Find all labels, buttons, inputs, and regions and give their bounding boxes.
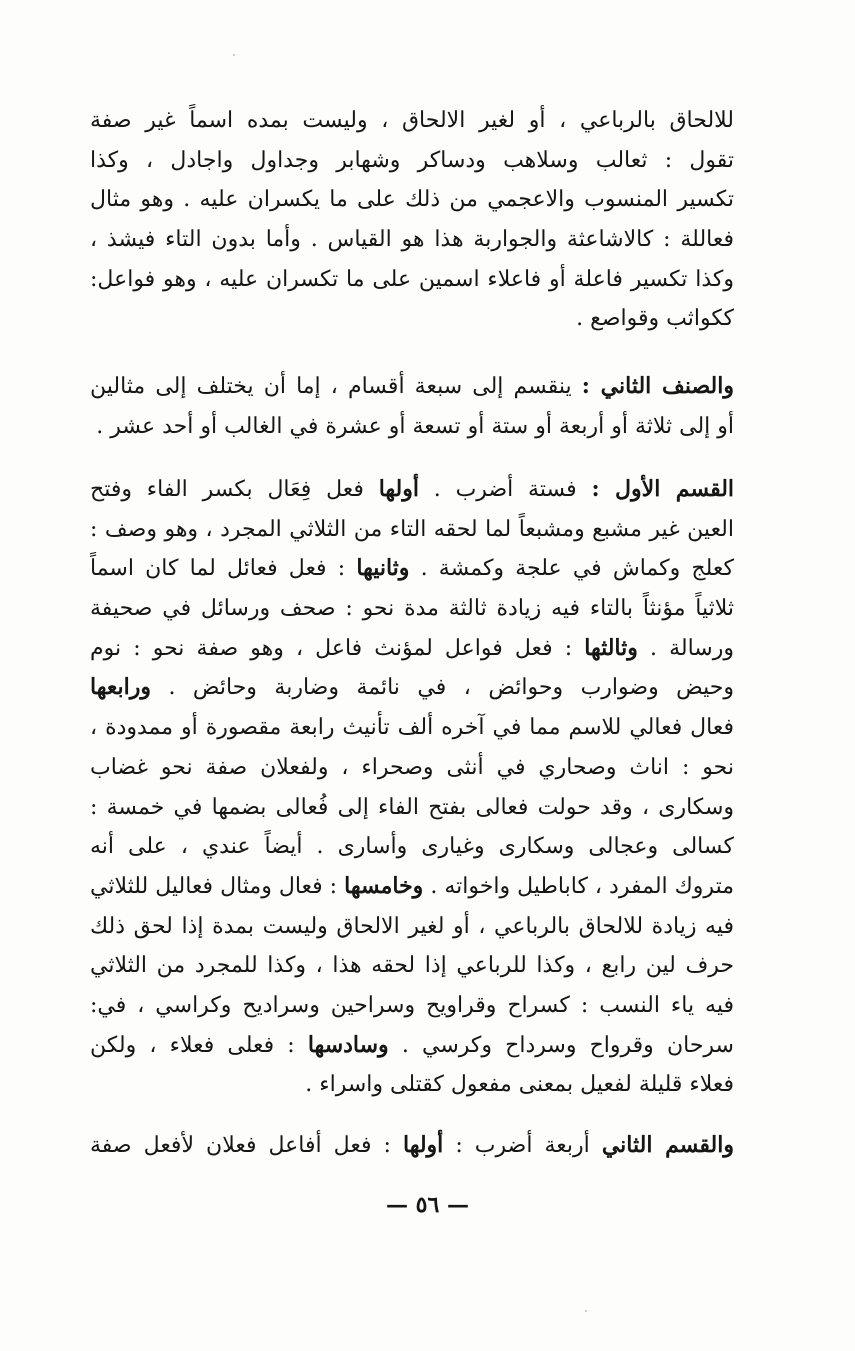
text-line <box>90 367 734 407</box>
text-line: وكذا تكسير فاعلة أو فاعلاء اسمين على ما تكسران عليه ، وهو فواعل: <box>90 266 734 292</box>
text-line: والقسم الثاني أربعة أضرب : أولها : فعل أفاعل فعلان لأفعل صفة <box>90 1132 734 1158</box>
paragraph-2 <box>90 367 734 446</box>
paragraph-4 <box>90 1126 734 1166</box>
text-line <box>90 407 734 447</box>
text-line: فعلاء قليلة لفعيل بمعنى مفعول كقتلى واسراء . <box>305 1072 734 1098</box>
text-line: حرف لين رابع ، وكذا للرباعي إذا لحقه هذا ، وكذا للمجرد من الثلاثي <box>90 953 734 979</box>
text-line: القسم الأول : فستة أضرب . أولها فعل فِعَال بكسر الفاء وفتح <box>90 476 734 502</box>
text-line: سرحان وقرواح وسرداح وكرسي . وسادسها : فعلى فعلاء ، ولكن <box>90 1031 734 1058</box>
text-run: ينقسم إلى سبعة أقسام ، إما أن يختلف إلى مثالين <box>90 374 582 399</box>
text-line: وحيض وضوارب وحوائض ، في نائمة وضاربة وحائض . ورابعها <box>90 674 734 701</box>
text-line: ورسالة . وثالثها : فعل فواعل لمؤنث فاعل ، وهو صفة نحو : نوم <box>90 634 734 661</box>
text-line: متروك المفرد ، كاباطيل واخواته . وخامسها : فعال ومثال فعاليل للثلاثي <box>90 872 734 899</box>
emphasis-term: ورابعها <box>90 674 151 701</box>
emphasis-term: والقسم الثاني <box>601 1132 734 1158</box>
text-line: العين غير مشبع ومشبعاً لما لحقه التاء من الثلاثي المجرد ، وهو وصف : <box>90 516 734 542</box>
text-line: تكسير المنسوب والاعجمي من ذلك على ما يكسران عليه . وهو مثال <box>90 187 734 213</box>
text-line: كسالى وعجالى وسكارى وغيارى وأسارى . أيضاً عندي ، على أنه <box>90 834 734 860</box>
emphasis-term: وثانيها <box>356 555 410 582</box>
text-line: ثلاثياً مؤنثاً بالتاء فيه زيادة ثالثة مدة نحو : صحف ورسائل في صحيفة <box>90 596 734 622</box>
text-line: ككواثب وقواصع . <box>576 306 734 332</box>
text-line: نحو : اناث وصحاري في أنثى وصحراء ، ولفعلان صفة نحو غضاب <box>90 754 734 780</box>
text-line: فيه زيادة للالحاق بالرباعي ، أو لغير الالحاق وليست بمدة إذا لحق ذلك <box>90 913 734 939</box>
paragraph-3 <box>90 470 734 1105</box>
emphasis-term: القسم الأول : <box>591 476 734 502</box>
text-line: فعال فعالي للاسم مما في آخره ألف تأنيث رابعة مقصورة أو ممدودة ، <box>90 715 734 741</box>
text-line: تقول : ثعالب وسلاهب ودساكر وشهابر وجداول واجادل ، وكذا <box>90 147 734 173</box>
paragraph-1 <box>90 101 734 339</box>
text-line: للالحاق بالرباعي ، أو لغير الالحاق ، وليست بمده اسماً غير صفة <box>90 108 734 133</box>
emphasis-term: أولها <box>378 476 419 502</box>
paper-speck <box>585 1310 587 1312</box>
text-line: فيه ياء النسب : كسراح وقراويح وسراحين وسراديح وكراسي ، في: <box>90 992 734 1018</box>
text-line: فعاللة : كالاشاعثة والجواربة هذا هو القياس . وأما بدون التاء فيشذ ، <box>90 227 734 253</box>
emphasis-term: أولها <box>403 1132 444 1158</box>
emphasis-term: وسادسها <box>307 1031 389 1058</box>
page-number: — ٥٦ — <box>386 1192 469 1218</box>
paper-speck <box>233 54 235 56</box>
emphasis-term: وخامسها <box>344 872 424 899</box>
heading-term: والصنف الثاني : <box>581 373 734 399</box>
text-line: كعلج وكماش في علجة وكمشة . وثانيها : فعل فعائل لما كان اسماً <box>90 555 734 582</box>
text-run: أو إلى ثلاثة أو أربعة أو ستة أو تسعة أو عشرة في الغالب أو أحد عشر . <box>96 413 734 439</box>
emphasis-term: وثالثها <box>584 634 638 661</box>
text-line: وسكارى ، وقد حولت فعالى بفتح الفاء إلى فُعالى بضمها في خمسة : <box>90 794 734 820</box>
